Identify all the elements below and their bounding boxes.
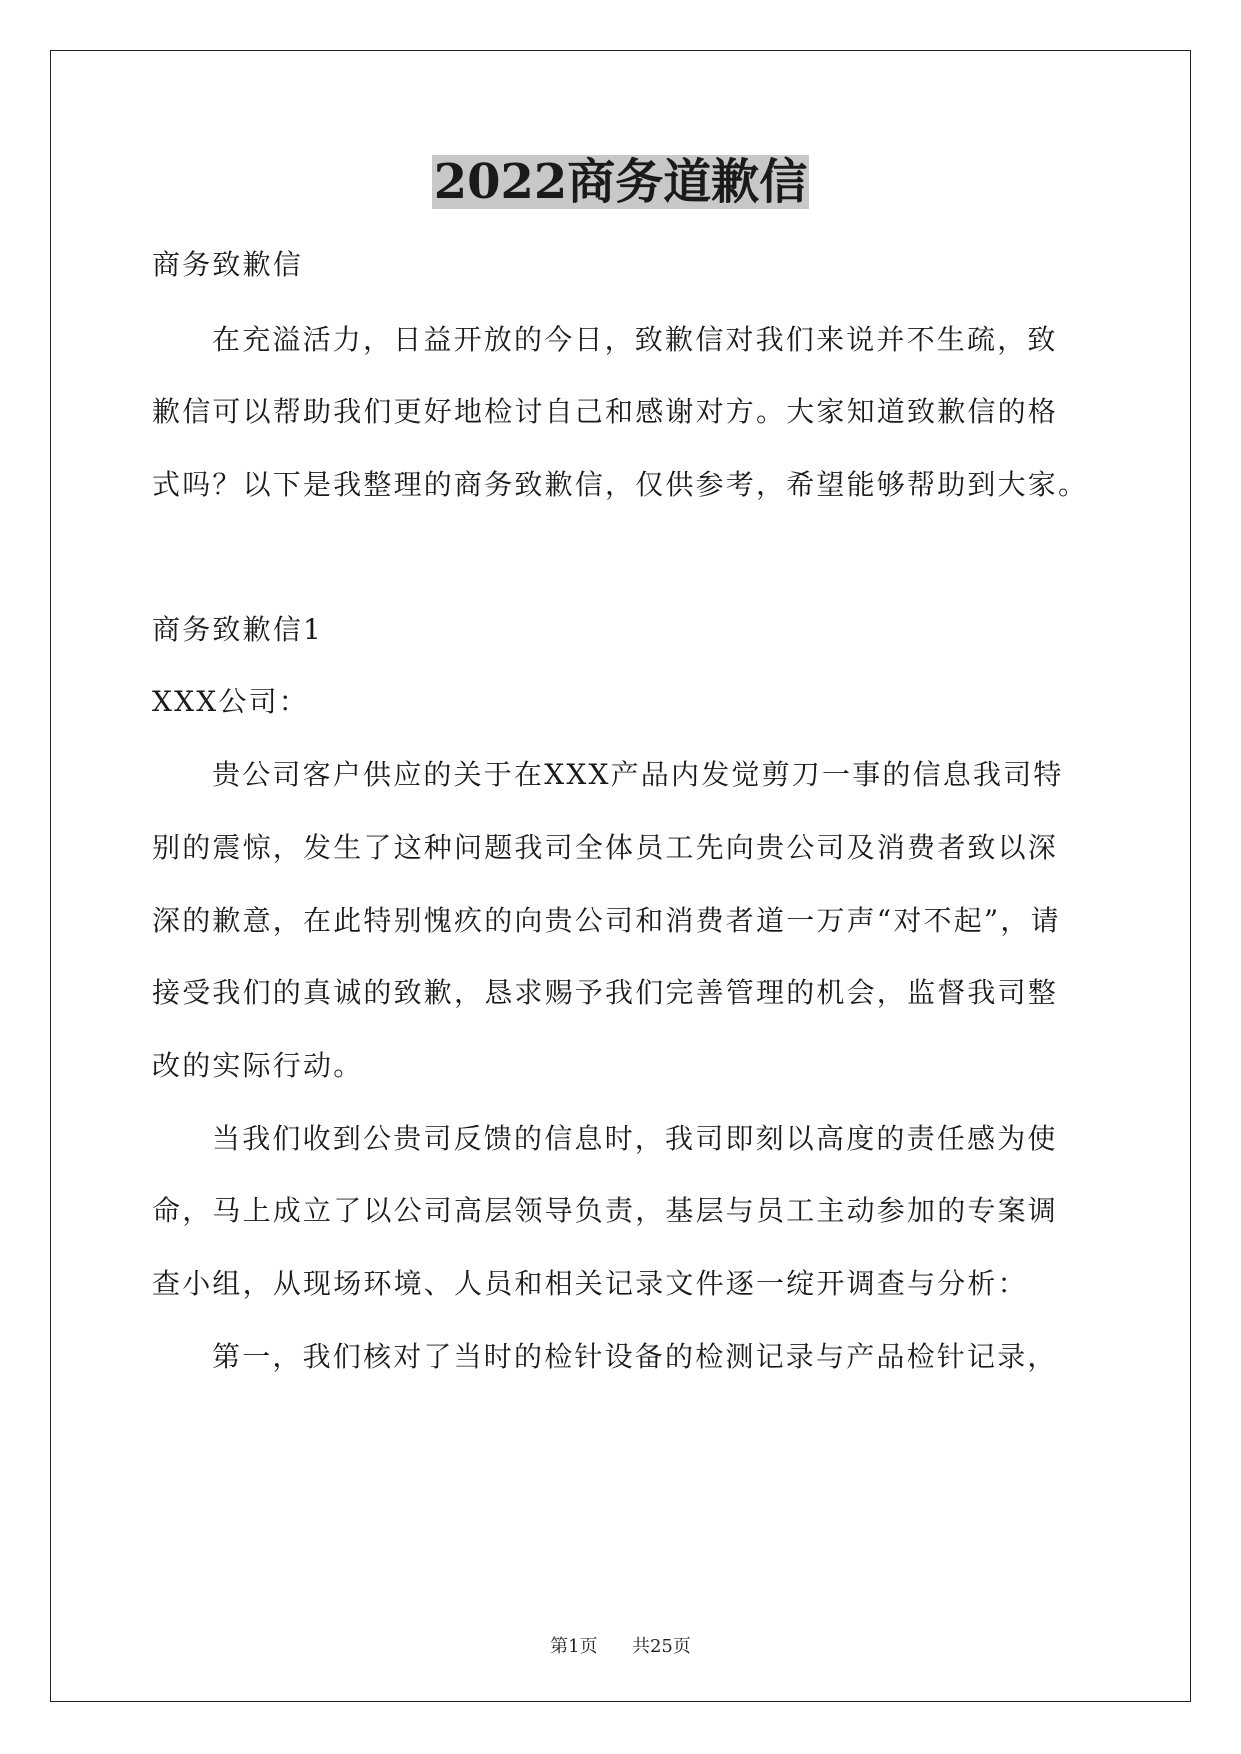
paragraph-line: 别的震惊，发生了这种问题我司全体员工先向贵公司及消费者致以深 (152, 831, 1059, 864)
paragraph-line: 接受我们的真诚的致歉，恳求赐予我们完善管理的机会，监督我司整 (152, 976, 1059, 1009)
paragraph-line: 深的歉意，在此特别愧疚的向贵公司和消费者道一万声“对不起”，请 (152, 904, 1061, 937)
paragraph-line: 歉信可以帮助我们更好地检讨自己和感谢对方。大家知道致歉信的格 (152, 395, 1059, 428)
heading-line: 商务致歉信 (152, 248, 304, 281)
paragraph-line: 改的实际行动。 (152, 1049, 364, 1082)
paragraph-line: 第一，我们核对了当时的检针设备的检测记录与产品检针记录， (212, 1340, 1058, 1373)
paragraph-line: 在充溢活力，日益开放的今日，致歉信对我们来说并不生疏，致 (212, 323, 1058, 356)
salutation-line: XXX公司： (152, 685, 310, 718)
page-total: 共25页 (631, 1636, 691, 1657)
document-title-row (0, 155, 1241, 209)
document-title: 2022商务道歉信 (433, 154, 808, 210)
paragraph-line: 式吗？以下是我整理的商务致歉信，仅供参考，希望能够帮助到大家。 (152, 468, 1089, 501)
page-number: 第1页 (550, 1636, 598, 1657)
paragraph-line: 查小组，从现场环境、人员和相关记录文件逐一绽开调查与分析： (152, 1267, 1028, 1300)
paragraph-line: 贵公司客户供应的关于在XXX产品内发觉剪刀一事的信息我司特 (212, 758, 1064, 791)
heading-line: 商务致歉信1 (152, 613, 324, 646)
paragraph-line: 命，马上成立了以公司高层领导负责，基层与员工主动参加的专案调 (152, 1194, 1059, 1227)
page-footer (0, 1632, 1241, 1658)
page-frame (50, 50, 1191, 1702)
paragraph-line: 当我们收到公贵司反馈的信息时，我司即刻以高度的责任感为使 (212, 1122, 1058, 1155)
